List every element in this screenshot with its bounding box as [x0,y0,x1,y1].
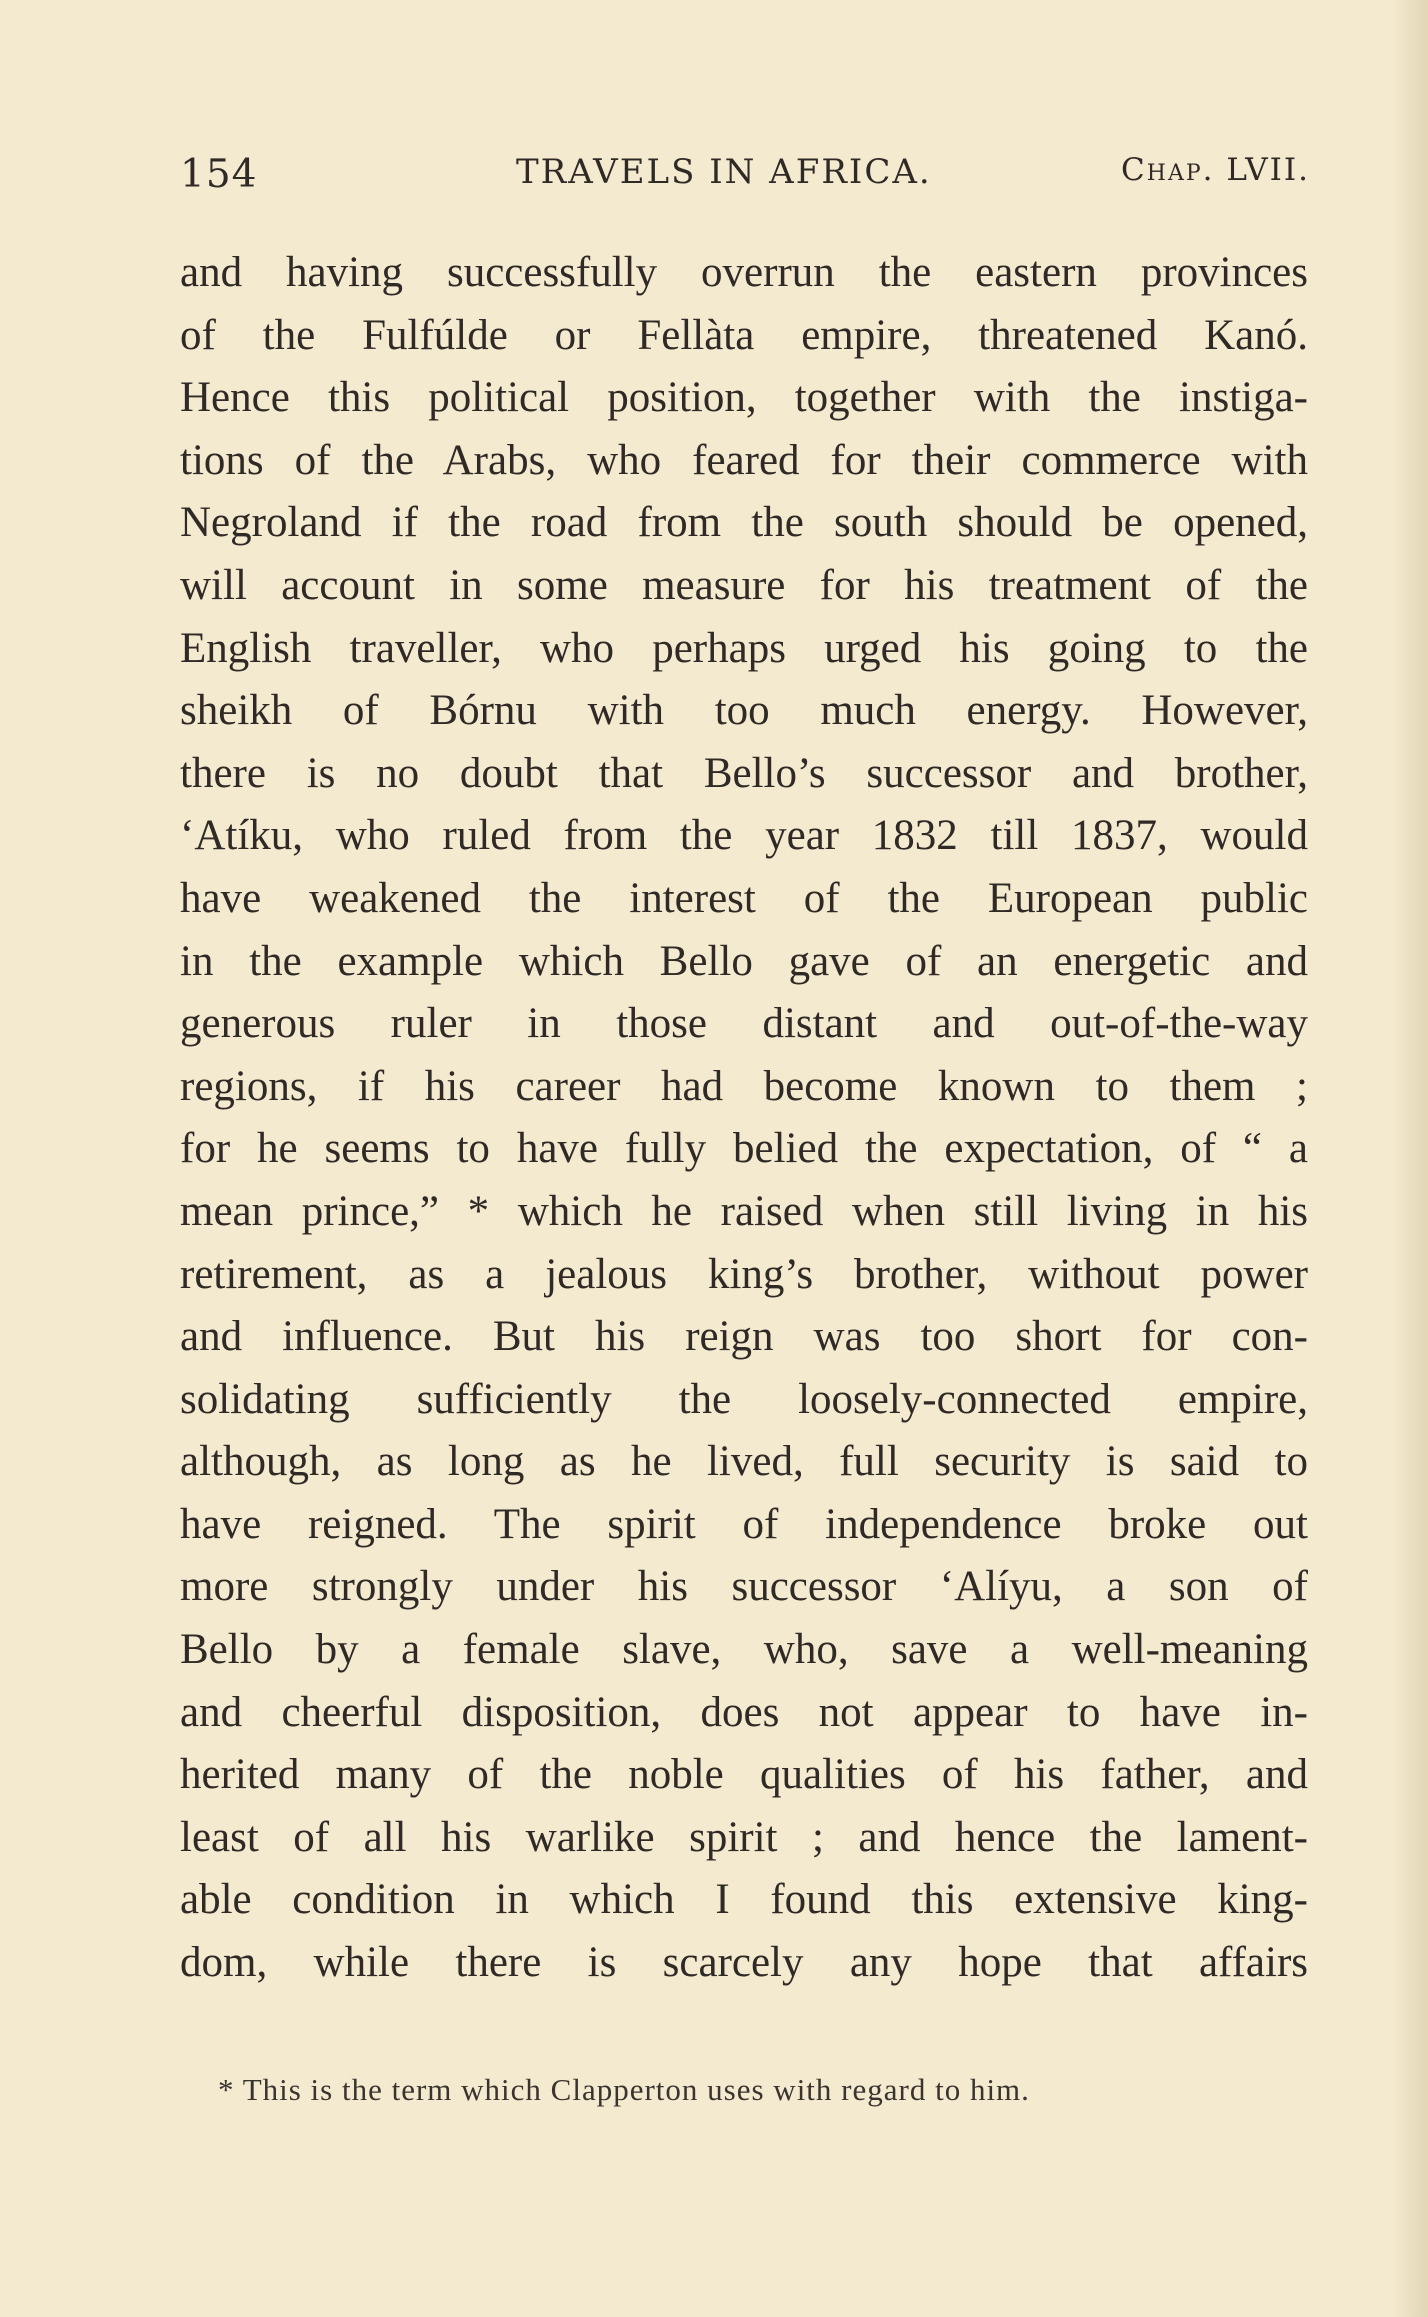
page-number: 154 [180,152,258,197]
text-line: tions of the Arabs, who feared for their commerce with [180,436,1308,484]
text-line: mean prince,” * which he raised when still living in his [180,1187,1308,1235]
page-edge-shadow [1392,0,1428,2317]
running-title: TRAVELS IN AFRICA. [516,152,932,192]
text-line: more strongly under his successor ‘Alíyu, a son of [180,1563,1308,1611]
chapter-label: Chap. LVII. [1121,152,1310,188]
text-line: have weakened the interest of the European public [180,874,1308,922]
text-line: herited many of the noble qualities of his father, and [180,1751,1308,1799]
text-line: in the example which Bello gave of an energetic and [180,937,1308,985]
footnote: * This is the term which Clapperton uses with regard to him. [218,2072,1030,2107]
text-line: there is no doubt that Bello’s successor and brother, [180,749,1308,797]
text-line: Bello by a female slave, who, save a well-meaning [180,1626,1308,1674]
text-line: retirement, as a jealous king’s brother, without power [180,1250,1308,1298]
text-line: generous ruler in those distant and out-of-the-way [180,1000,1308,1048]
text-line: although, as long as he lived, full security is said to [180,1438,1308,1486]
text-line: able condition in which I found this extensive king- [180,1876,1308,1924]
text-line: dom, while there is scarcely any hope that affairs [180,1939,1308,1987]
text-line: ‘Atíku, who ruled from the year 1832 till 1837, would [180,812,1308,860]
text-line: regions, if his career had become known to them ; [180,1062,1308,1110]
text-line: and having successfully overrun the eastern provinces [180,249,1308,296]
text-line: of the Fulfúlde or Fellàta empire, threatened Kanó. [180,311,1308,359]
text-line: will account in some measure for his treatment of the [180,561,1308,609]
text-line: solidating sufficiently the loosely-connected empire, [180,1375,1308,1423]
text-line: sheikh of Bórnu with too much energy. However, [180,687,1308,735]
text-line: and cheerful disposition, does not appear to have in- [180,1688,1308,1736]
text-line: have reigned. The spirit of independence broke out [180,1500,1308,1548]
text-line: and influence. But his reign was too short for con- [180,1313,1308,1361]
running-header [180,152,1310,202]
text-line: least of all his warlike spirit ; and hence the lament- [180,1813,1308,1861]
body-text [180,242,1308,1995]
text-line: Hence this political position, together with the instiga- [180,374,1308,422]
text-line: Negroland if the road from the south should be opened, [180,499,1308,547]
text-line: English traveller, who perhaps urged his going to the [180,624,1308,672]
text-line: for he seems to have fully belied the expectation, of “ a [180,1125,1308,1173]
